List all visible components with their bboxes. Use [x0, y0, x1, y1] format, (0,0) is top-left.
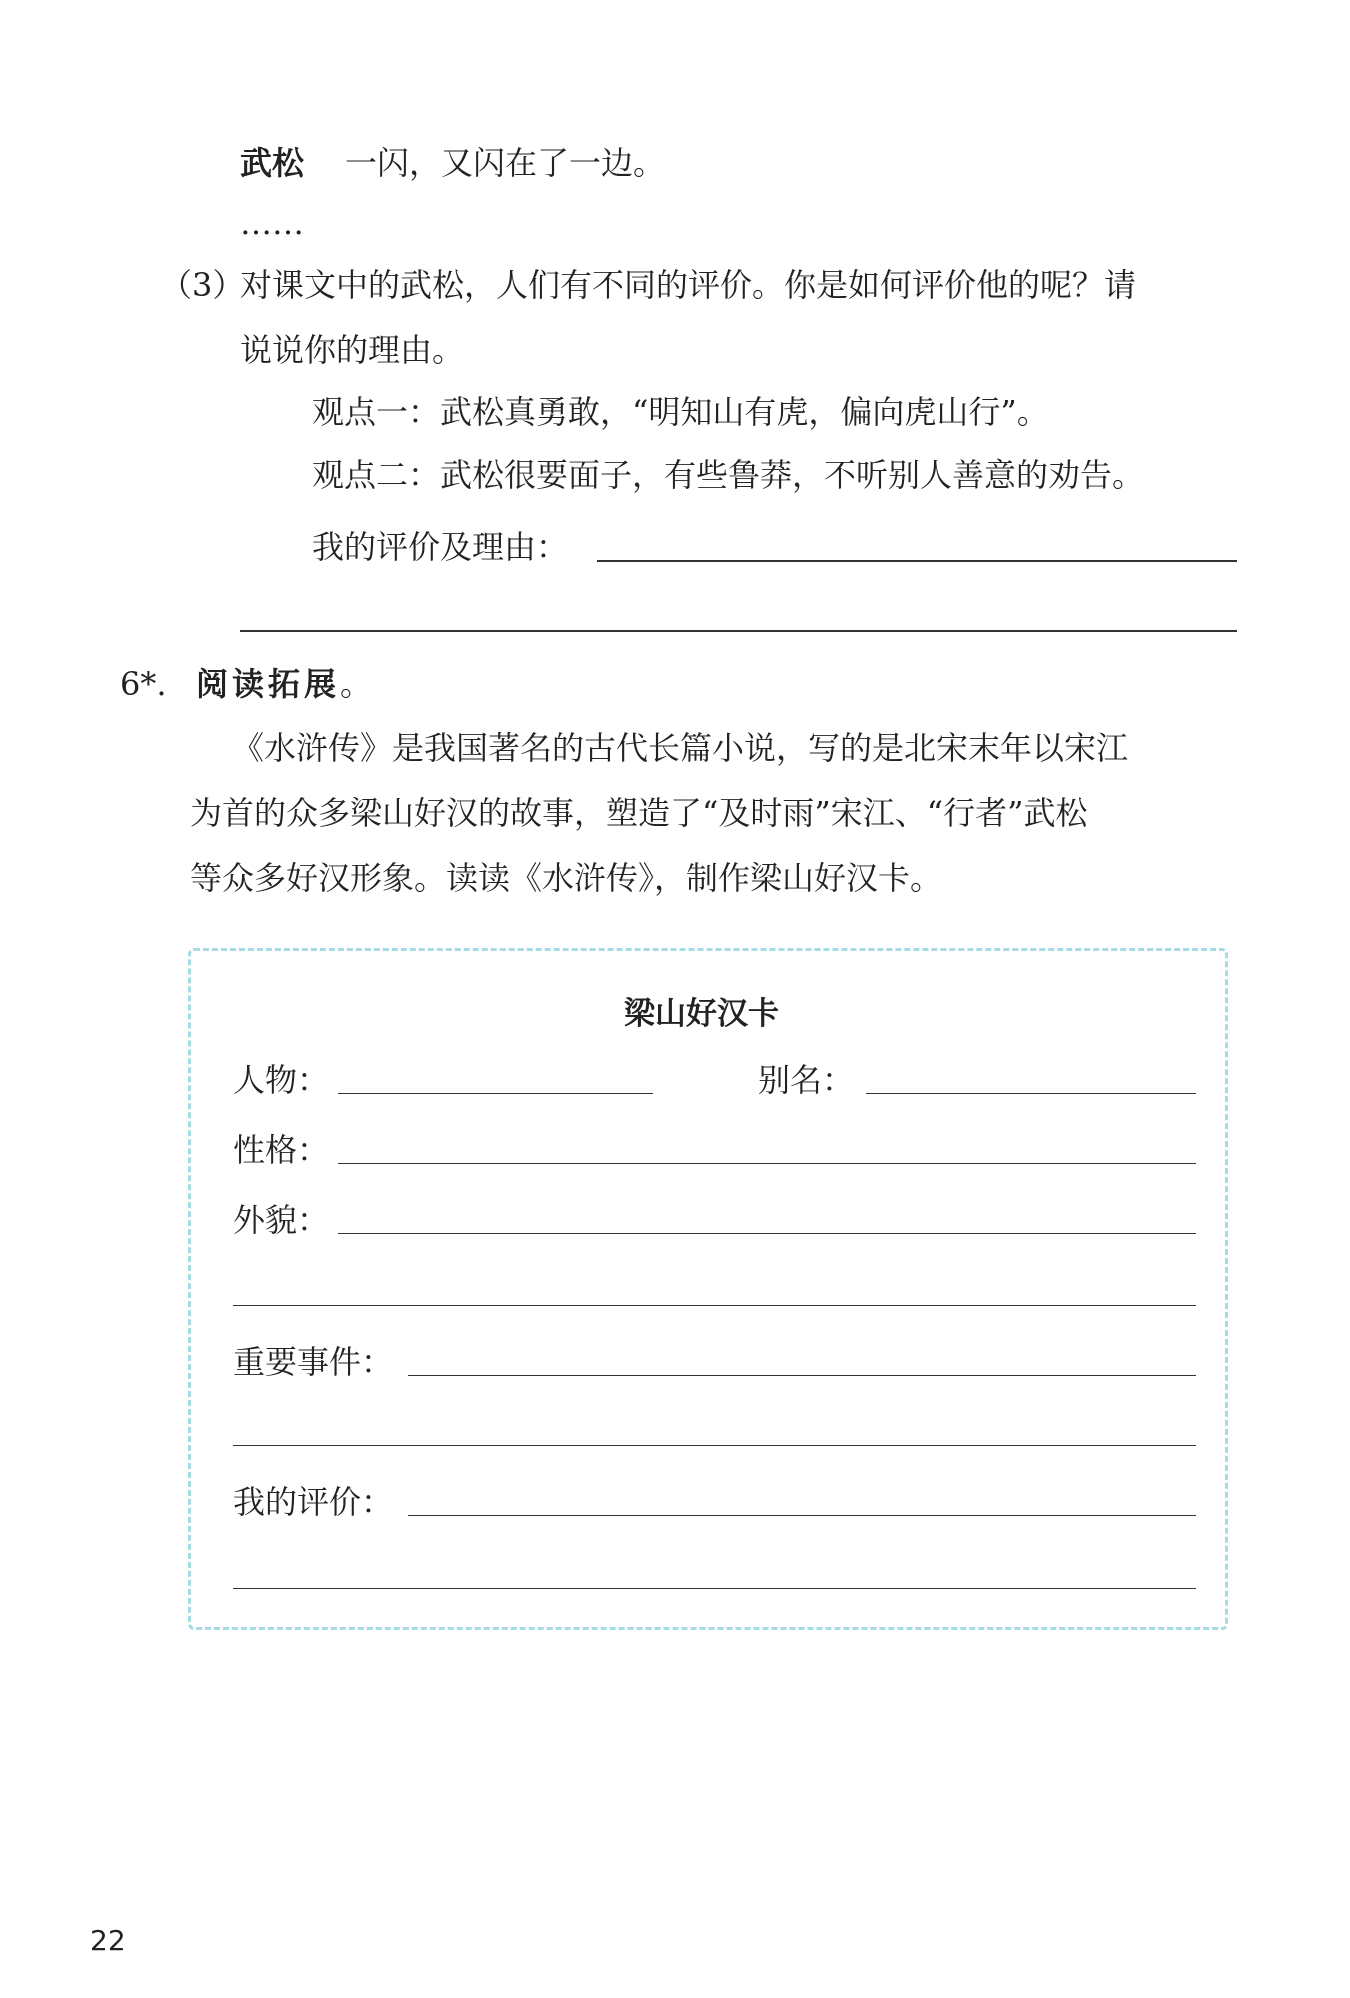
question-6-number: 6*. [120, 665, 167, 703]
appearance-field-line-1[interactable] [338, 1233, 1196, 1234]
dialogue-ellipsis: …… [240, 204, 304, 242]
appearance-field-line-2[interactable] [233, 1305, 1196, 1306]
question-6-title-text: 阅读拓展 [196, 665, 341, 703]
events-label: 重要事件： [233, 1343, 394, 1381]
alias-field[interactable] [866, 1093, 1196, 1094]
viewpoint-2: 观点二：武松很要面子，有些鲁莽，不听别人善意的劝告。 [312, 456, 1145, 494]
card-title: 梁山好汉卡 [624, 996, 779, 1032]
events-field-line-1[interactable] [408, 1375, 1196, 1376]
question-6-title [196, 664, 376, 704]
page-number: 22 [90, 1924, 126, 1957]
question-6-title-end: 。 [340, 665, 377, 703]
evaluation-label: 我的评价： [233, 1483, 394, 1521]
answer-label: 我的评价及理由： [312, 528, 569, 566]
viewpoint-1: 观点一：武松真勇敢，“明知山有虎，偏向虎山行”。 [312, 393, 1049, 431]
character-field[interactable] [338, 1163, 1196, 1164]
paragraph-line-1: 《水浒传》是我国著名的古代长篇小说，写的是北宋末年以宋江 [232, 729, 1129, 767]
question-3-line-2: 说说你的理由。 [240, 331, 465, 369]
alias-label: 别名： [758, 1061, 855, 1099]
character-label: 性格： [233, 1131, 330, 1169]
question-3-number: （3） [160, 266, 245, 304]
evaluation-field-line-2[interactable] [233, 1588, 1196, 1589]
answer-line-1[interactable] [597, 560, 1237, 562]
events-field-line-2[interactable] [233, 1445, 1196, 1446]
evaluation-field-line-1[interactable] [408, 1515, 1196, 1516]
person-field[interactable] [338, 1093, 653, 1094]
answer-line-2[interactable] [240, 630, 1237, 632]
paragraph-line-3: 等众多好汉形象。读读《水浒传》，制作梁山好汉卡。 [190, 859, 943, 897]
speaker-name: 武松 [240, 144, 305, 182]
paragraph-line-2: 为首的众多梁山好汉的故事，塑造了“及时雨”宋江、“行者”武松 [190, 794, 1088, 832]
hero-card [188, 948, 1228, 1630]
person-label: 人物： [233, 1061, 330, 1099]
dialogue-text: 一闪，又闪在了一边。 [345, 144, 666, 182]
appearance-label: 外貌： [233, 1201, 330, 1239]
question-3-line-1: 对课文中的武松，人们有不同的评价。你是如何评价他的呢？请 [240, 266, 1137, 304]
